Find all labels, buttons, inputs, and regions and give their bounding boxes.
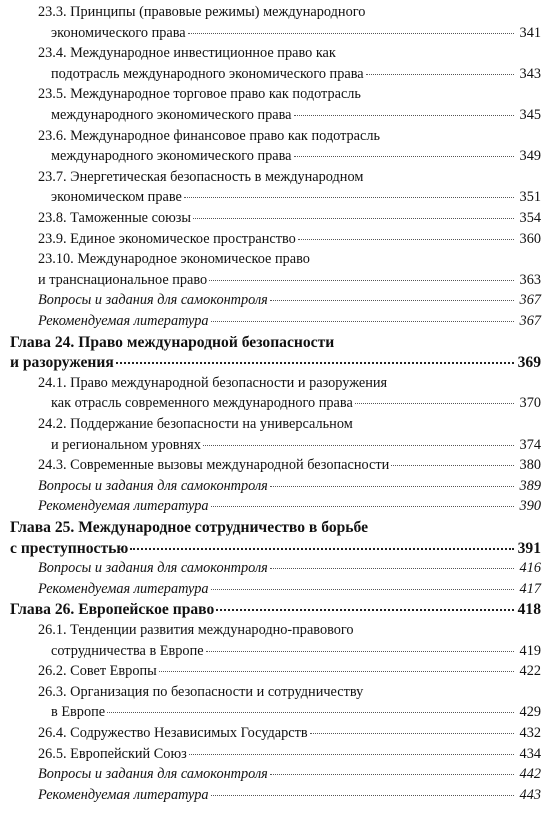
toc-section-entry[interactable]	[38, 375, 541, 416]
toc-supplement-entry[interactable]	[38, 478, 541, 499]
dot-leader	[130, 548, 514, 550]
toc-supplement-entry[interactable]	[38, 292, 541, 313]
toc-supplement-entry[interactable]	[38, 787, 541, 808]
toc-entry-title: международного экономического права	[51, 106, 292, 123]
toc-entry-title-line: 24.1. Право международной безопасности и разоружения	[38, 374, 388, 391]
dot-leader	[116, 362, 514, 364]
toc-entry-title: Рекомендуемая литература	[38, 313, 209, 329]
dot-leader	[391, 465, 514, 466]
dot-leader	[189, 754, 514, 755]
toc-section-entry[interactable]	[38, 4, 541, 45]
dot-leader	[298, 239, 514, 240]
toc-page-number: 391	[517, 539, 541, 557]
toc-section-entry[interactable]	[38, 746, 541, 767]
toc-page-number: 345	[519, 106, 541, 123]
toc-page-number: 417	[519, 580, 541, 597]
dot-leader	[209, 280, 514, 281]
dot-leader	[355, 403, 514, 404]
toc-entry-title-line: Глава 25. Международное сотрудничество в борьбе	[10, 519, 369, 536]
toc-entry-title: экономическом праве	[51, 189, 182, 206]
toc-entry-title: международного экономического права	[51, 148, 292, 165]
toc-chapter-entry[interactable]	[10, 519, 541, 560]
toc-page-number: 443	[519, 786, 541, 803]
toc-page-number: 351	[519, 189, 541, 206]
toc-entry-title: Вопросы и задания для самоконтроля	[38, 560, 268, 577]
toc-page-number: 363	[519, 271, 541, 288]
toc-entry-title: 23.9. Единое экономическое пространство	[38, 230, 296, 247]
toc-entry-title: Рекомендуемая литература	[38, 786, 209, 803]
toc-entry-title-line: 23.10. Международное экономическое право	[38, 251, 310, 268]
toc-page-number: 354	[519, 210, 541, 226]
dot-leader	[294, 115, 515, 116]
dot-leader	[206, 651, 514, 652]
toc-page-number: 380	[519, 457, 541, 474]
toc-entry-title: Вопросы и задания для самоконтроля	[38, 477, 268, 494]
toc-supplement-entry[interactable]	[38, 498, 541, 519]
toc-entry-title: как отрасль современного международного права	[51, 395, 353, 412]
toc-page-number: 374	[519, 436, 541, 453]
dot-leader	[270, 568, 514, 569]
dot-leader	[366, 74, 514, 75]
dot-leader	[211, 506, 514, 507]
toc-page-number: 419	[519, 642, 541, 659]
toc-entry-title: 26.2. Совет Европы	[38, 663, 157, 680]
toc-page-number: 367	[519, 313, 541, 329]
toc-section-entry[interactable]	[38, 622, 541, 663]
toc-page-number: 418	[517, 601, 541, 619]
toc-entry-title-line: Глава 24. Право международной безопасности	[10, 333, 335, 351]
toc-entry-title-line: 23.3. Принципы (правовые режимы) международного	[38, 4, 366, 20]
dot-leader	[188, 33, 514, 34]
toc-entry-title: Вопросы и задания для самоконтроля	[38, 766, 268, 783]
toc-section-entry[interactable]	[38, 684, 541, 725]
toc-section-entry[interactable]	[38, 45, 541, 86]
toc-entry-title: и разоружения	[10, 354, 114, 372]
toc-page-number: 429	[519, 704, 541, 721]
toc-entry-title-line: 23.4. Международное инвестиционное право как	[38, 45, 336, 62]
toc-page-number: 422	[519, 663, 541, 680]
toc-page-number: 341	[519, 24, 541, 41]
toc-entry-title-line: 24.2. Поддержание безопасности на универсальном	[38, 416, 353, 432]
toc-page-number: 434	[519, 745, 541, 762]
dot-leader	[211, 589, 514, 590]
toc-entry-title: Вопросы и задания для самоконтроля	[38, 292, 268, 309]
toc-entry-title-line: 26.3. Организация по безопасности и сотрудничеству	[38, 683, 364, 700]
toc-entry-title: Глава 26. Европейское право	[10, 601, 215, 619]
toc-entry-title: в Европе	[51, 704, 106, 721]
toc-section-entry[interactable]	[38, 86, 541, 127]
toc-entry-title: экономического права	[51, 24, 186, 41]
toc-supplement-entry[interactable]	[38, 313, 541, 334]
dot-leader	[107, 712, 514, 713]
toc-page-number: 370	[519, 395, 541, 412]
toc-entry-title: и транснациональное право	[38, 271, 208, 288]
toc-supplement-entry[interactable]	[38, 560, 541, 581]
toc-entry-title: 24.3. Современные вызовы международной безопасности	[38, 457, 390, 474]
dot-leader	[193, 218, 514, 219]
dot-leader	[270, 300, 514, 301]
toc-section-entry[interactable]	[38, 251, 541, 292]
toc-entry-title: Рекомендуемая литература	[38, 580, 209, 597]
toc-page-number: 390	[519, 498, 541, 515]
dot-leader	[159, 671, 514, 672]
dot-leader	[310, 733, 514, 734]
toc-page-number: 367	[519, 292, 541, 309]
toc-page-number: 343	[519, 65, 541, 82]
toc-page-number: 442	[519, 766, 541, 783]
dot-leader	[184, 197, 514, 198]
toc-entry-title-line: 26.1. Тенденции развития международно-правового	[38, 622, 354, 638]
toc-entry-title: 23.8. Таможенные союзы	[38, 210, 192, 226]
toc-entry-title-line: 23.6. Международное финансовое право как подотрасль	[38, 127, 380, 144]
dot-leader	[211, 795, 514, 796]
toc-page-number: 432	[519, 725, 541, 741]
dot-leader	[270, 486, 514, 487]
toc-entry-title: с преступностью	[10, 539, 129, 557]
toc-section-entry[interactable]	[38, 210, 541, 231]
toc-page-number: 360	[519, 230, 541, 247]
toc-entry-title: 26.4. Содружество Независимых Государств	[38, 725, 308, 741]
toc-section-entry[interactable]	[38, 416, 541, 457]
toc-section-entry[interactable]	[38, 128, 541, 169]
dot-leader	[203, 445, 514, 446]
toc-section-entry[interactable]	[38, 457, 541, 478]
toc-supplement-entry[interactable]	[38, 581, 541, 602]
dot-leader	[294, 156, 515, 157]
toc-entry-title-line: 23.5. Международное торговое право как подотрасль	[38, 86, 361, 103]
toc-entry-title-line: 23.7. Энергетическая безопасность в международном	[38, 168, 364, 185]
toc-page-number: 389	[519, 477, 541, 494]
dot-leader	[270, 774, 514, 775]
toc-section-entry[interactable]	[38, 663, 541, 684]
dot-leader	[211, 321, 514, 322]
toc-chapter-entry[interactable]	[10, 601, 541, 622]
toc-page-number: 349	[519, 148, 541, 165]
toc-entry-title: подотрасль международного экономического права	[51, 65, 364, 82]
toc-section-entry[interactable]	[38, 231, 541, 252]
toc-supplement-entry[interactable]	[38, 766, 541, 787]
toc-entry-title: сотрудничества в Европе	[51, 642, 204, 659]
toc-page-number: 369	[517, 354, 541, 372]
toc-page-number: 416	[519, 560, 541, 577]
toc-chapter-entry[interactable]	[10, 334, 541, 375]
toc-entry-title: 26.5. Европейский Союз	[38, 745, 187, 762]
toc-section-entry[interactable]	[38, 725, 541, 746]
toc-entry-title: Рекомендуемая литература	[38, 498, 209, 515]
toc-section-entry[interactable]	[38, 169, 541, 210]
dot-leader	[216, 609, 514, 611]
toc-entry-title: и региональном уровнях	[51, 436, 201, 453]
